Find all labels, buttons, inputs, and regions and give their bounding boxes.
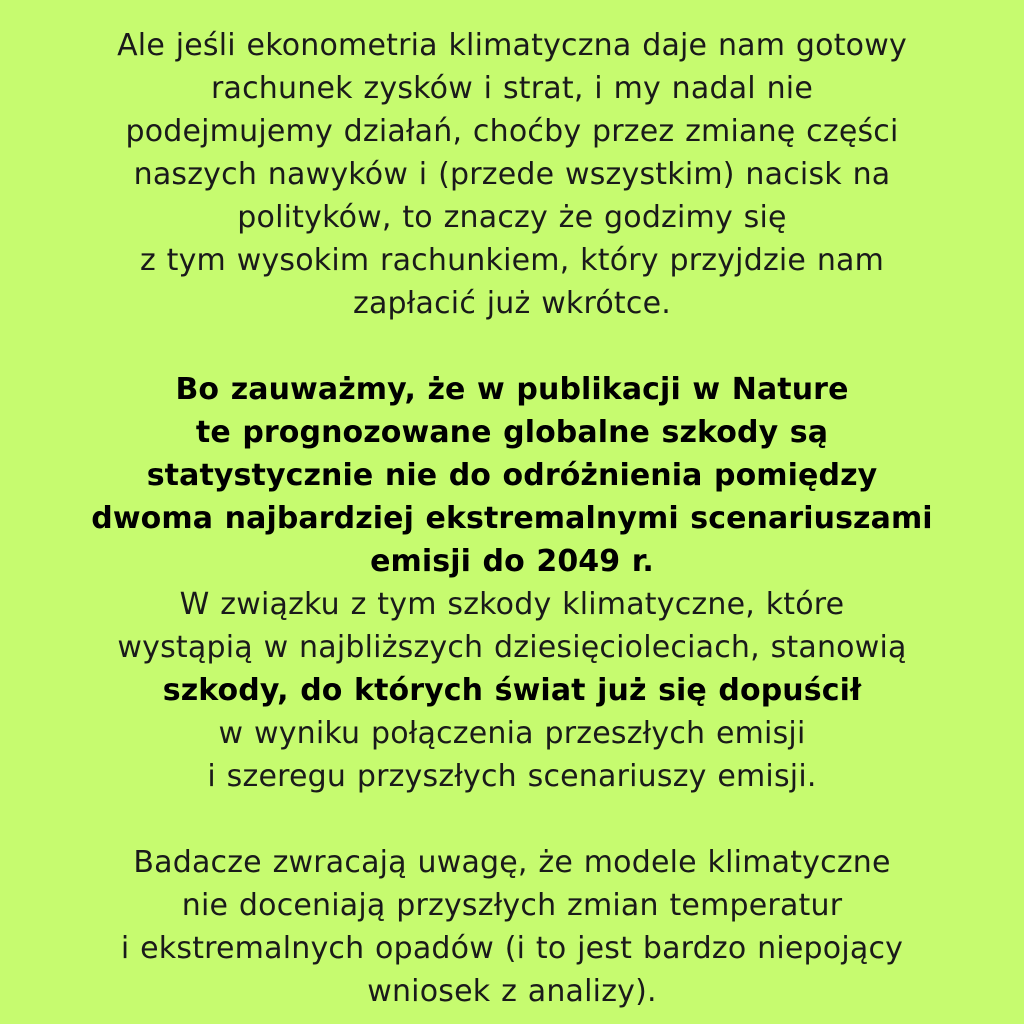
text-line: w wyniku połączenia przeszłych emisji (218, 716, 806, 751)
text-line: i szeregu przyszłych scenariuszy emisji. (207, 759, 817, 794)
text-line: podejmujemy działań, choćby przez zmianę części (125, 114, 899, 149)
paragraph-2 (0, 368, 1024, 798)
text-line: naszych nawyków i (przede wszystkim) nacisk na (133, 157, 891, 192)
text-line: wystąpią w najbliższych dziesięcioleciach, stanowią (117, 630, 907, 665)
text-line: z tym wysokim rachunkiem, który przyjdzie nam (139, 243, 885, 278)
paragraph-1 (0, 24, 1024, 325)
paragraph-spacer (0, 798, 1024, 841)
emphasis-line: szkody, do których świat już się dopuścił (162, 673, 862, 708)
bold-text-line: emisji do 2049 r. (370, 544, 654, 579)
bold-text-line: dwoma najbardziej ekstremalnymi scenariuszami (91, 501, 933, 536)
paragraph-3 (0, 841, 1024, 1013)
bold-text-line: statystycznie nie do odróżnienia pomiędzy (146, 458, 878, 493)
text-line: Ale jeśli ekonometria klimatyczna daje nam gotowy (117, 28, 907, 63)
paragraph-spacer (0, 325, 1024, 368)
bold-text-line: Bo zauważmy, że w publikacji w Nature (175, 372, 849, 407)
text-line: rachunek zysków i strat, i my nadal nie (211, 71, 813, 106)
text-line: i ekstremalnych opadów (i to jest bardzo niepojący (120, 931, 904, 966)
text-line: W związku z tym szkody klimatyczne, które (179, 587, 845, 622)
text-line: zapłacić już wkrótce. (353, 286, 671, 321)
text-line: Badacze zwracają uwagę, że modele klimatyczne (133, 845, 891, 880)
text-line: nie doceniają przyszłych zmian temperatur (181, 888, 843, 923)
text-line: wniosek z analizy). (367, 974, 657, 1009)
text-line: polityków, to znaczy że godzimy się (237, 200, 787, 235)
bold-text-line: te prognozowane globalne szkody są (195, 415, 829, 450)
